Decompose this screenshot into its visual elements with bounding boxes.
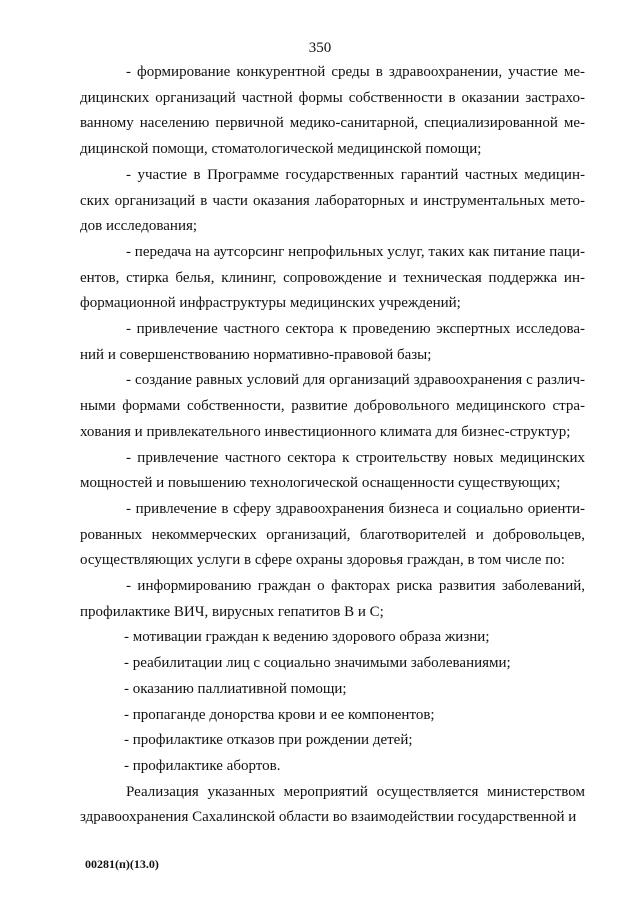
paragraph-informing: - информированию граждан о факторах риска развития заболеваний, профилактике ВИЧ, вирусных гепатитов B и C; (80, 578, 585, 620)
paragraph-equal-conditions: - создание равных условий для организаций здравоохранения с различными формами собственности, развитие добровольного медицинского страхования и привлекательного инвестиционного климата для бизнес-структур; (80, 372, 585, 440)
paragraph-construction: - привлечение частного сектора к строительству новых медицинских мощностей и повышению технологической оснащенности существующих; (80, 449, 585, 492)
list-item: - пропаганде донорства крови и ее компонентов; (124, 706, 435, 723)
list-item: - мотивации граждан к ведению здорового образа жизни; (124, 629, 490, 646)
document-code: 00281(п)(13.0) (85, 857, 159, 871)
list-item: - реабилитации лиц с социально значимыми заболеваниями; (124, 655, 511, 672)
paragraph-business-involvement: - привлечение в сферу здравоохранения бизнеса и социально ориентированных некоммерческих организаций, благотворителей и добровольцев, осуществляющих услуги в сфере охраны здоровья граждан, в том числе по: (80, 500, 585, 569)
paragraph-outsourcing: - передача на аутсорсинг непрофильных услуг, таких как питание пациентов, стирка белья, клининг, сопровождение и техническая поддержка информационной инфраструктуры медицинских учреждений; (80, 243, 585, 312)
paragraph-expert-research: - привлечение частного сектора к проведению экспертных исследований и совершенствованию нормативно-правовой базы; (80, 321, 585, 363)
paragraph-state-guarantees: - участие в Программе государственных гарантий частных медицинских организаций в части оказания лабораторных и инструментальных методов исследования; (80, 166, 585, 235)
document-body (80, 60, 585, 831)
paragraph-competitive-environment: - формирование конкурентной среды в здравоохранении, участие медицинских организаций частной формы собственности в оказании застрахованному населению первичной медико-санитарной, специализированной медицинской помощи, стоматологической медицинской помощи; (80, 64, 585, 158)
list-item: - оказанию паллиативной помощи; (124, 680, 347, 697)
paragraph-implementation: Реализация указанных мероприятий осуществляется министерством здравоохранения Сахалинской области во взаимодействии государственной и (80, 783, 585, 826)
page-number: 350 (308, 40, 332, 56)
list-item: - профилактике отказов при рождении детей; (124, 732, 413, 749)
list-item: - профилактике абортов. (124, 757, 281, 774)
